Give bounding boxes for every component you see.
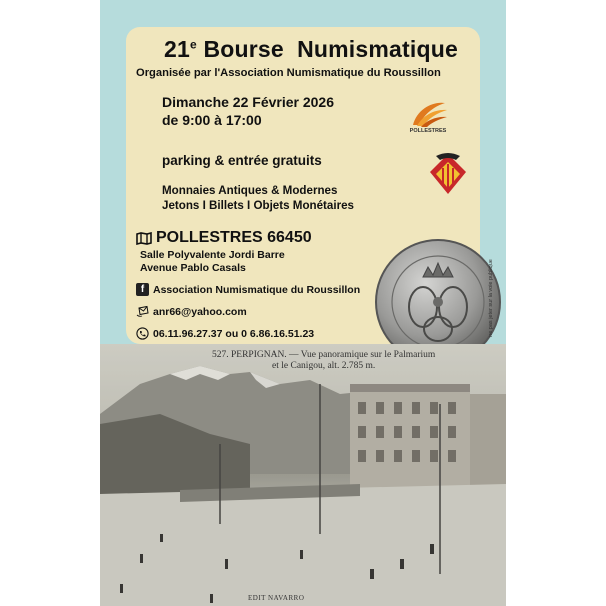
poster-subtitle: Organisée par l'Association Numismatique du Roussillon (136, 67, 441, 79)
city: POLLESTRES 66450 (136, 229, 312, 247)
crest-icon (428, 150, 468, 196)
facebook-icon: f (136, 283, 149, 296)
items-list: Monnaies Antiques & Modernes Jetons I Billets I Objets Monétaires (162, 184, 354, 212)
facebook-contact: f Association Numismatique du Roussillon (136, 283, 360, 296)
event-poster (100, 0, 506, 606)
photo-editor: EDIT NAVARRO (248, 594, 305, 602)
map-book-icon (136, 232, 152, 245)
info-card (126, 27, 480, 344)
venue: Salle Polyvalente Jordi Barre Avenue Pablo Casals (140, 249, 285, 274)
pollestres-logo: POLLESTRES (403, 97, 453, 141)
email-contact: anr66@yahoo.com (136, 305, 247, 318)
poster-title: 21e Bourse Numismatique (164, 36, 458, 62)
vintage-postcard-photo (100, 344, 506, 606)
parking-info: parking & entrée gratuits (162, 153, 322, 168)
side-note: ne pas jeter sur la voie publique (488, 259, 494, 337)
mail-icon (136, 305, 149, 318)
phone-icon (136, 327, 149, 340)
photo-caption: 527. PERPIGNAN. — Vue panoramique sur le Palmarium et le Canigou, alt. 2.785 m. (212, 350, 436, 371)
phone-contact: 06.11.96.27.37 ou 0 6.86.16.51.23 (136, 327, 314, 340)
event-date: Dimanche 22 Février 2026 de 9:00 à 17:00 (162, 94, 334, 128)
